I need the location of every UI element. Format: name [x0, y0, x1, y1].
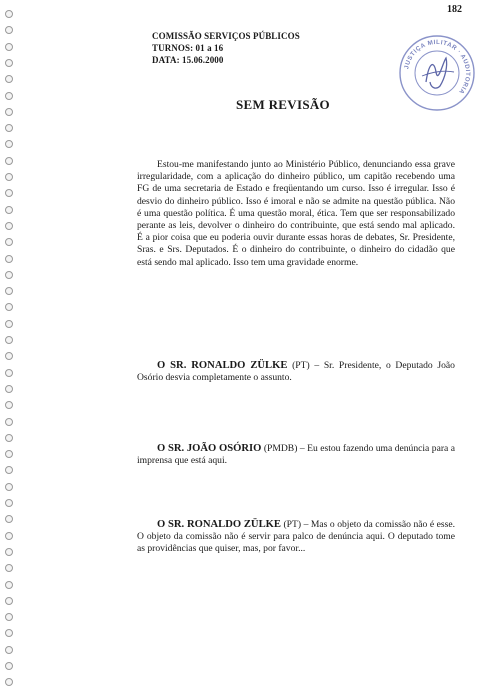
- binder-hole: [5, 434, 13, 442]
- binder-hole: [5, 222, 13, 230]
- binder-hole: [5, 303, 13, 311]
- binder-hole: [5, 140, 13, 148]
- binder-hole: [5, 255, 13, 263]
- binder-hole: [5, 92, 13, 100]
- binder-hole: [5, 336, 13, 344]
- document-header: [152, 30, 300, 66]
- speech-3-text: – Mas o objeto da comissão não é esse. O objeto da comissão não é servir para palco de denúncia aqui. O deputado tome as providências que quiser, mas, por favor...: [137, 519, 455, 555]
- binder-hole: [5, 466, 13, 474]
- speech-3-speaker: O SR. RONALDO ZÜLKE: [157, 519, 281, 530]
- binder-hole: [5, 662, 13, 670]
- binder-hole: [5, 629, 13, 637]
- speech-1-text: – Sr. Presidente, o Deputado João Osório desvia completamente o assunto.: [137, 360, 455, 384]
- binder-hole: [5, 59, 13, 67]
- binder-hole: [5, 124, 13, 132]
- stamp-signature-icon: [426, 58, 447, 88]
- binder-hole: [5, 385, 13, 393]
- binder-hole: [5, 157, 13, 165]
- binder-hole: [5, 43, 13, 51]
- speech-1-party: (PT): [292, 360, 310, 371]
- official-stamp: [396, 32, 478, 114]
- binder-hole: [5, 499, 13, 507]
- binder-hole: [5, 173, 13, 181]
- paragraph-intro: [137, 159, 455, 269]
- binder-holes: [3, 10, 17, 695]
- binder-hole: [5, 646, 13, 654]
- binder-hole: [5, 401, 13, 409]
- binder-hole: [5, 75, 13, 83]
- binder-hole: [5, 450, 13, 458]
- binder-hole: [5, 515, 13, 523]
- binder-hole: [5, 483, 13, 491]
- speech-3-party: (PT): [283, 519, 302, 530]
- binder-hole: [5, 206, 13, 214]
- binder-hole: [5, 613, 13, 621]
- binder-hole: [5, 238, 13, 246]
- header-date: DATA: 15.06.2000: [152, 55, 224, 65]
- binder-hole: [5, 271, 13, 279]
- binder-hole: [5, 581, 13, 589]
- speech-2-party: (PMDB): [263, 443, 298, 454]
- stamp-text: JUSTIÇA MILITAR · AUDITORIA: [403, 38, 472, 96]
- speech-2-text: – Eu estou fazendo uma denúncia para a imprensa que está aqui.: [137, 443, 455, 467]
- binder-hole: [5, 369, 13, 377]
- speech-3: [137, 519, 455, 556]
- speech-2-speaker: O SR. JOÃO OSÓRIO: [157, 443, 262, 454]
- binder-hole: [5, 108, 13, 116]
- binder-hole: [5, 532, 13, 540]
- speech-1: [137, 360, 455, 384]
- binder-hole: [5, 678, 13, 686]
- binder-hole: [5, 564, 13, 572]
- page-number: 182: [447, 4, 462, 15]
- binder-hole: [5, 10, 13, 18]
- header-turns: TURNOS: 01 a 16: [152, 43, 224, 53]
- binder-hole: [5, 352, 13, 360]
- binder-hole: [5, 548, 13, 556]
- binder-hole: [5, 189, 13, 197]
- binder-hole: [5, 597, 13, 605]
- speech-1-speaker: O SR. RONALDO ZÜLKE: [157, 360, 288, 371]
- binder-hole: [5, 320, 13, 328]
- speech-2: [137, 443, 455, 467]
- binder-hole: [5, 287, 13, 295]
- paragraph-intro-text: Estou-me manifestando junto ao Ministério Público, denunciando essa grave irregularidade, com a aplicação do dinheiro público, um capitão recebendo uma FG de uma secretaria de Estado e freqüentando um curso. Isso é irregular. Isso é desvio do dinheiro público. Isso é imoral e não se admite na questão pública. Não é uma questão política. É uma questão moral, ética. Tem que ser responsabilizado perante as leis, devolver o dinheiro do contribuinte, que está sendo mal aplicado. É a pior coisa que eu poderia ouvir durante essas horas de debates, Sr. Presidente, Sras. e Srs. Deputados. É o dinheiro do contribuinte, o dinheiro do cidadão que está sendo mal aplicado. Isso tem uma gravidade enorme.: [137, 159, 455, 268]
- header-committee: COMISSÃO SERVIÇOS PÚBLICOS: [152, 31, 300, 41]
- svg-text:JUSTIÇA MILITAR · AUDITORIA: [403, 39, 471, 96]
- binder-hole: [5, 26, 13, 34]
- binder-hole: [5, 418, 13, 426]
- page-title: SEM REVISÃO: [236, 97, 330, 112]
